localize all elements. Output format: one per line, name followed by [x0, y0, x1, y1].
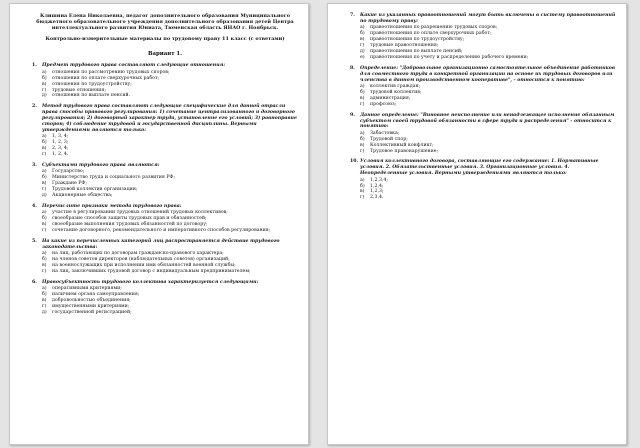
option-text: своеобразие способов защиты трудовых прав и обязанностей; [52, 216, 207, 222]
option-letter: а) [42, 286, 47, 292]
option-letter: в) [42, 263, 47, 269]
answer-option [360, 102, 616, 108]
option-letter: г) [360, 43, 365, 49]
answer-option [42, 193, 298, 199]
option-letter: е) [360, 54, 365, 60]
question-number: 9. [350, 112, 355, 118]
question-text: Какие из указанных правоотношений могут быть включены в систему правоотношений по трудовому праву: [360, 13, 616, 24]
option-letter: г) [360, 101, 365, 107]
option-letter: б) [360, 136, 365, 142]
option-text: правоотношения по учету и распределению рабочего времени; [370, 54, 529, 60]
question-list [32, 63, 298, 315]
option-letter: б) [360, 183, 365, 189]
option-text: правоотношения по выплате пенсий; [370, 48, 463, 54]
question-heading [350, 66, 616, 84]
answer-options [360, 178, 616, 202]
answer-option [42, 93, 298, 99]
option-text: правоотношения по трудоустройству; [370, 37, 465, 43]
option-letter: б) [42, 175, 47, 181]
question-number: 7. [350, 13, 355, 18]
question-text: Определение: "Добровольное организационно самостоятельное объединение работников для совместного труда в конкретной организации на основе их трудовых договоров или членства в данном производственном кооперативе", - относится к понятию: [360, 65, 615, 83]
option-letter: б) [42, 257, 47, 263]
answer-option [360, 149, 616, 155]
question-block [350, 159, 616, 201]
option-text: Трудовой коллектив организации; [52, 187, 138, 193]
option-letter: б) [42, 292, 47, 298]
question-heading [350, 113, 616, 131]
option-text: Акционерные общества; [52, 193, 113, 198]
option-letter: в) [360, 95, 365, 101]
option-letter: в) [360, 142, 365, 148]
option-text: 1,2,4; [370, 183, 384, 189]
option-letter: а) [360, 25, 365, 31]
answer-options [42, 134, 298, 158]
option-text: коллектив граждан; [370, 83, 421, 89]
option-letter: б) [360, 31, 365, 37]
answer-option [42, 269, 298, 275]
option-text: Забастовка; [370, 130, 400, 136]
option-text: профсоюз; [370, 101, 397, 107]
option-text: Трудовое правонарушение; [370, 148, 439, 154]
question-block [350, 66, 616, 108]
option-text: отношения по оплате сверхурочных работ; [52, 75, 160, 81]
answer-options [42, 169, 298, 199]
option-text: наличием органа самоуправления; [52, 292, 140, 298]
answer-option [360, 55, 616, 61]
answer-options [360, 84, 616, 108]
question-number: 4. [32, 203, 37, 209]
option-text: Трудовой спор; [370, 136, 408, 142]
question-heading [32, 163, 298, 169]
option-text: трудовые правоотношения; [370, 43, 439, 49]
option-letter: а) [360, 130, 365, 136]
question-block [32, 239, 298, 275]
option-text: добровольностью объединения; [52, 298, 131, 304]
question-list [350, 13, 616, 201]
option-letter: а) [360, 83, 365, 89]
option-letter: д) [360, 48, 365, 54]
option-text: на членов советов директоров (наблюдательных советов) организаций; [52, 257, 230, 263]
document-page-right [327, 3, 627, 445]
question-block [32, 63, 298, 99]
option-letter: а) [42, 210, 47, 216]
question-number: 6. [32, 279, 37, 285]
option-text: оперативными критериями; [52, 286, 122, 292]
document-subtitle: Контрольно-измерительные материалы по трудовому праву 11 класс (с ответами) [45, 36, 285, 43]
question-block [32, 163, 298, 199]
option-letter: а) [42, 69, 47, 75]
option-letter: б) [42, 216, 47, 222]
option-letter: а) [42, 134, 47, 140]
question-block [32, 104, 298, 158]
option-letter: в) [42, 146, 47, 152]
answer-option [42, 310, 298, 316]
option-letter: а) [42, 251, 47, 257]
answer-options [42, 286, 298, 316]
option-text: 2, 3, 4; [52, 146, 69, 152]
option-letter: а) [42, 169, 47, 175]
option-text: на лиц, заключивших трудовой договор с индивидуальным предпринимателем; [52, 268, 251, 274]
option-text: трудовой коллектив; [370, 89, 422, 95]
option-text: 1, 3, 4; [52, 134, 69, 140]
answer-option [42, 152, 298, 158]
option-letter: г) [360, 148, 365, 154]
option-letter: д) [42, 193, 47, 198]
question-text: Субъектами трудового права являются: [42, 162, 160, 168]
option-text: Министерство труда и социального развития РФ; [52, 175, 176, 181]
option-text: Граждане РФ; [52, 181, 87, 187]
option-text: отношения по выплате пенсий. [52, 93, 131, 99]
question-heading [350, 13, 616, 25]
option-text: отношения по рассмотрению трудовых споров; [52, 69, 170, 75]
option-letter: б) [360, 89, 365, 95]
question-block [32, 280, 298, 316]
question-text: Условия коллективного договора, составляющие его содержание: 1. Нормативные условия. 2. Обязательственные условия. 3. Организационные условия. 4. Неопределенные условия. Верными утверждениями являются только: [360, 159, 599, 177]
option-text: правоотношения по разрешению трудовых споров; [370, 25, 498, 31]
option-letter: г) [42, 187, 47, 193]
variant-title: Вариант 1. [147, 51, 183, 58]
question-block [32, 204, 298, 234]
question-number: 1. [32, 63, 37, 69]
answer-options [360, 25, 616, 60]
option-text: Государство; [52, 169, 85, 175]
question-heading [32, 104, 298, 134]
document-page-left [9, 3, 309, 445]
question-number: 3. [32, 162, 37, 168]
option-letter: г) [42, 87, 47, 93]
question-block [350, 13, 616, 61]
option-text: на лиц, работающих по договорам гражданско-правового характера; [52, 251, 224, 257]
question-number: 5. [32, 238, 37, 244]
option-letter: а) [360, 177, 365, 183]
question-number: 10. [350, 159, 359, 165]
answer-options [360, 131, 616, 155]
option-letter: в) [42, 81, 47, 87]
option-text: Коллективный конфликт; [370, 142, 434, 148]
option-letter: в) [42, 222, 47, 228]
option-letter: в) [360, 37, 365, 43]
author-header: Клишина Елена Николаевна, педагог дополнительного образования Муниципального бюджетного образовательного учреждения дополнительного образования детей Центра интеллектуального развития Юниата, Тюменская область ЯНАО г. Ноябрьск. [36, 13, 294, 32]
answer-options [42, 70, 298, 100]
option-text: трудовые отношения; [52, 87, 106, 93]
option-letter: г) [42, 304, 47, 309]
question-heading [32, 63, 298, 69]
question-text: Перечислите признаки метода трудового права: [42, 203, 182, 209]
question-text: Предмет трудового права составляют следующие отношения: [42, 63, 226, 69]
option-text: имущественными критериями; [52, 304, 130, 309]
option-text: на военнослужащих при исполнении ими обязанностей военной службы; [52, 263, 236, 269]
option-text: отношения по трудоустройству; [52, 81, 132, 87]
answer-option [42, 228, 298, 234]
option-text: 1,2,3,4; [370, 177, 388, 183]
option-text: участие в регулировании трудовых отношений трудовых коллективов; [52, 210, 228, 216]
option-text: 2,3,4. [370, 195, 384, 201]
question-text: Метод трудового права составляют следующие специфические для данной отрасли права способы правового регулирования: 1) сочетание централизованного и договорного регулирования; 2) договорный характер труда, установление его условий; 3) равноправие сторон; 4) соблюдение трудовой и государственной дисциплины. Верными утверждениями являются только: [42, 104, 297, 133]
option-text: 1, 2, 4. [52, 152, 69, 158]
option-letter: в) [42, 181, 47, 187]
question-text: Данное определение: "Виновное неисполнение или ненадлежащее исполнение обязанным субъектом своей трудовой обязанности в сфере труда и распределения" - относится к понятию: [360, 112, 615, 130]
option-letter: г) [360, 195, 365, 201]
option-letter: в) [42, 298, 47, 304]
option-text: государственной регистрацией; [52, 309, 132, 315]
question-heading [32, 280, 298, 286]
option-text: правоотношения по оплате сверхурочных работ; [370, 31, 492, 37]
option-letter: б) [42, 140, 47, 146]
question-number: 2. [32, 104, 37, 110]
option-text: сочетание договорного, рекомендательного и императивного способов регулирования; [52, 228, 271, 234]
option-letter: б) [42, 75, 47, 81]
answer-options [42, 210, 298, 234]
option-letter: г) [42, 228, 47, 234]
option-text: своеобразие выполнения трудовых обязанностей по договору; [52, 222, 208, 228]
option-text: 1,2,3; [370, 189, 384, 195]
question-number: 8. [350, 65, 355, 71]
answer-options [42, 251, 298, 275]
option-letter: г) [42, 152, 47, 158]
question-heading [32, 239, 298, 251]
option-text: администрация; [370, 95, 411, 101]
option-letter: в) [360, 189, 365, 195]
question-block [350, 113, 616, 155]
question-heading [350, 159, 616, 177]
question-text: Правосубъектность трудового коллектива характеризуется следующими: [42, 279, 259, 285]
option-letter: д) [42, 93, 47, 99]
option-letter: д) [42, 309, 47, 315]
option-text: 1, 2, 3; [52, 140, 69, 146]
answer-option [360, 195, 616, 201]
question-text: На какие из перечисленных категорий лиц распространяется действие трудового законодательства: [42, 238, 280, 250]
option-letter: г) [42, 268, 47, 274]
question-heading [32, 204, 298, 210]
